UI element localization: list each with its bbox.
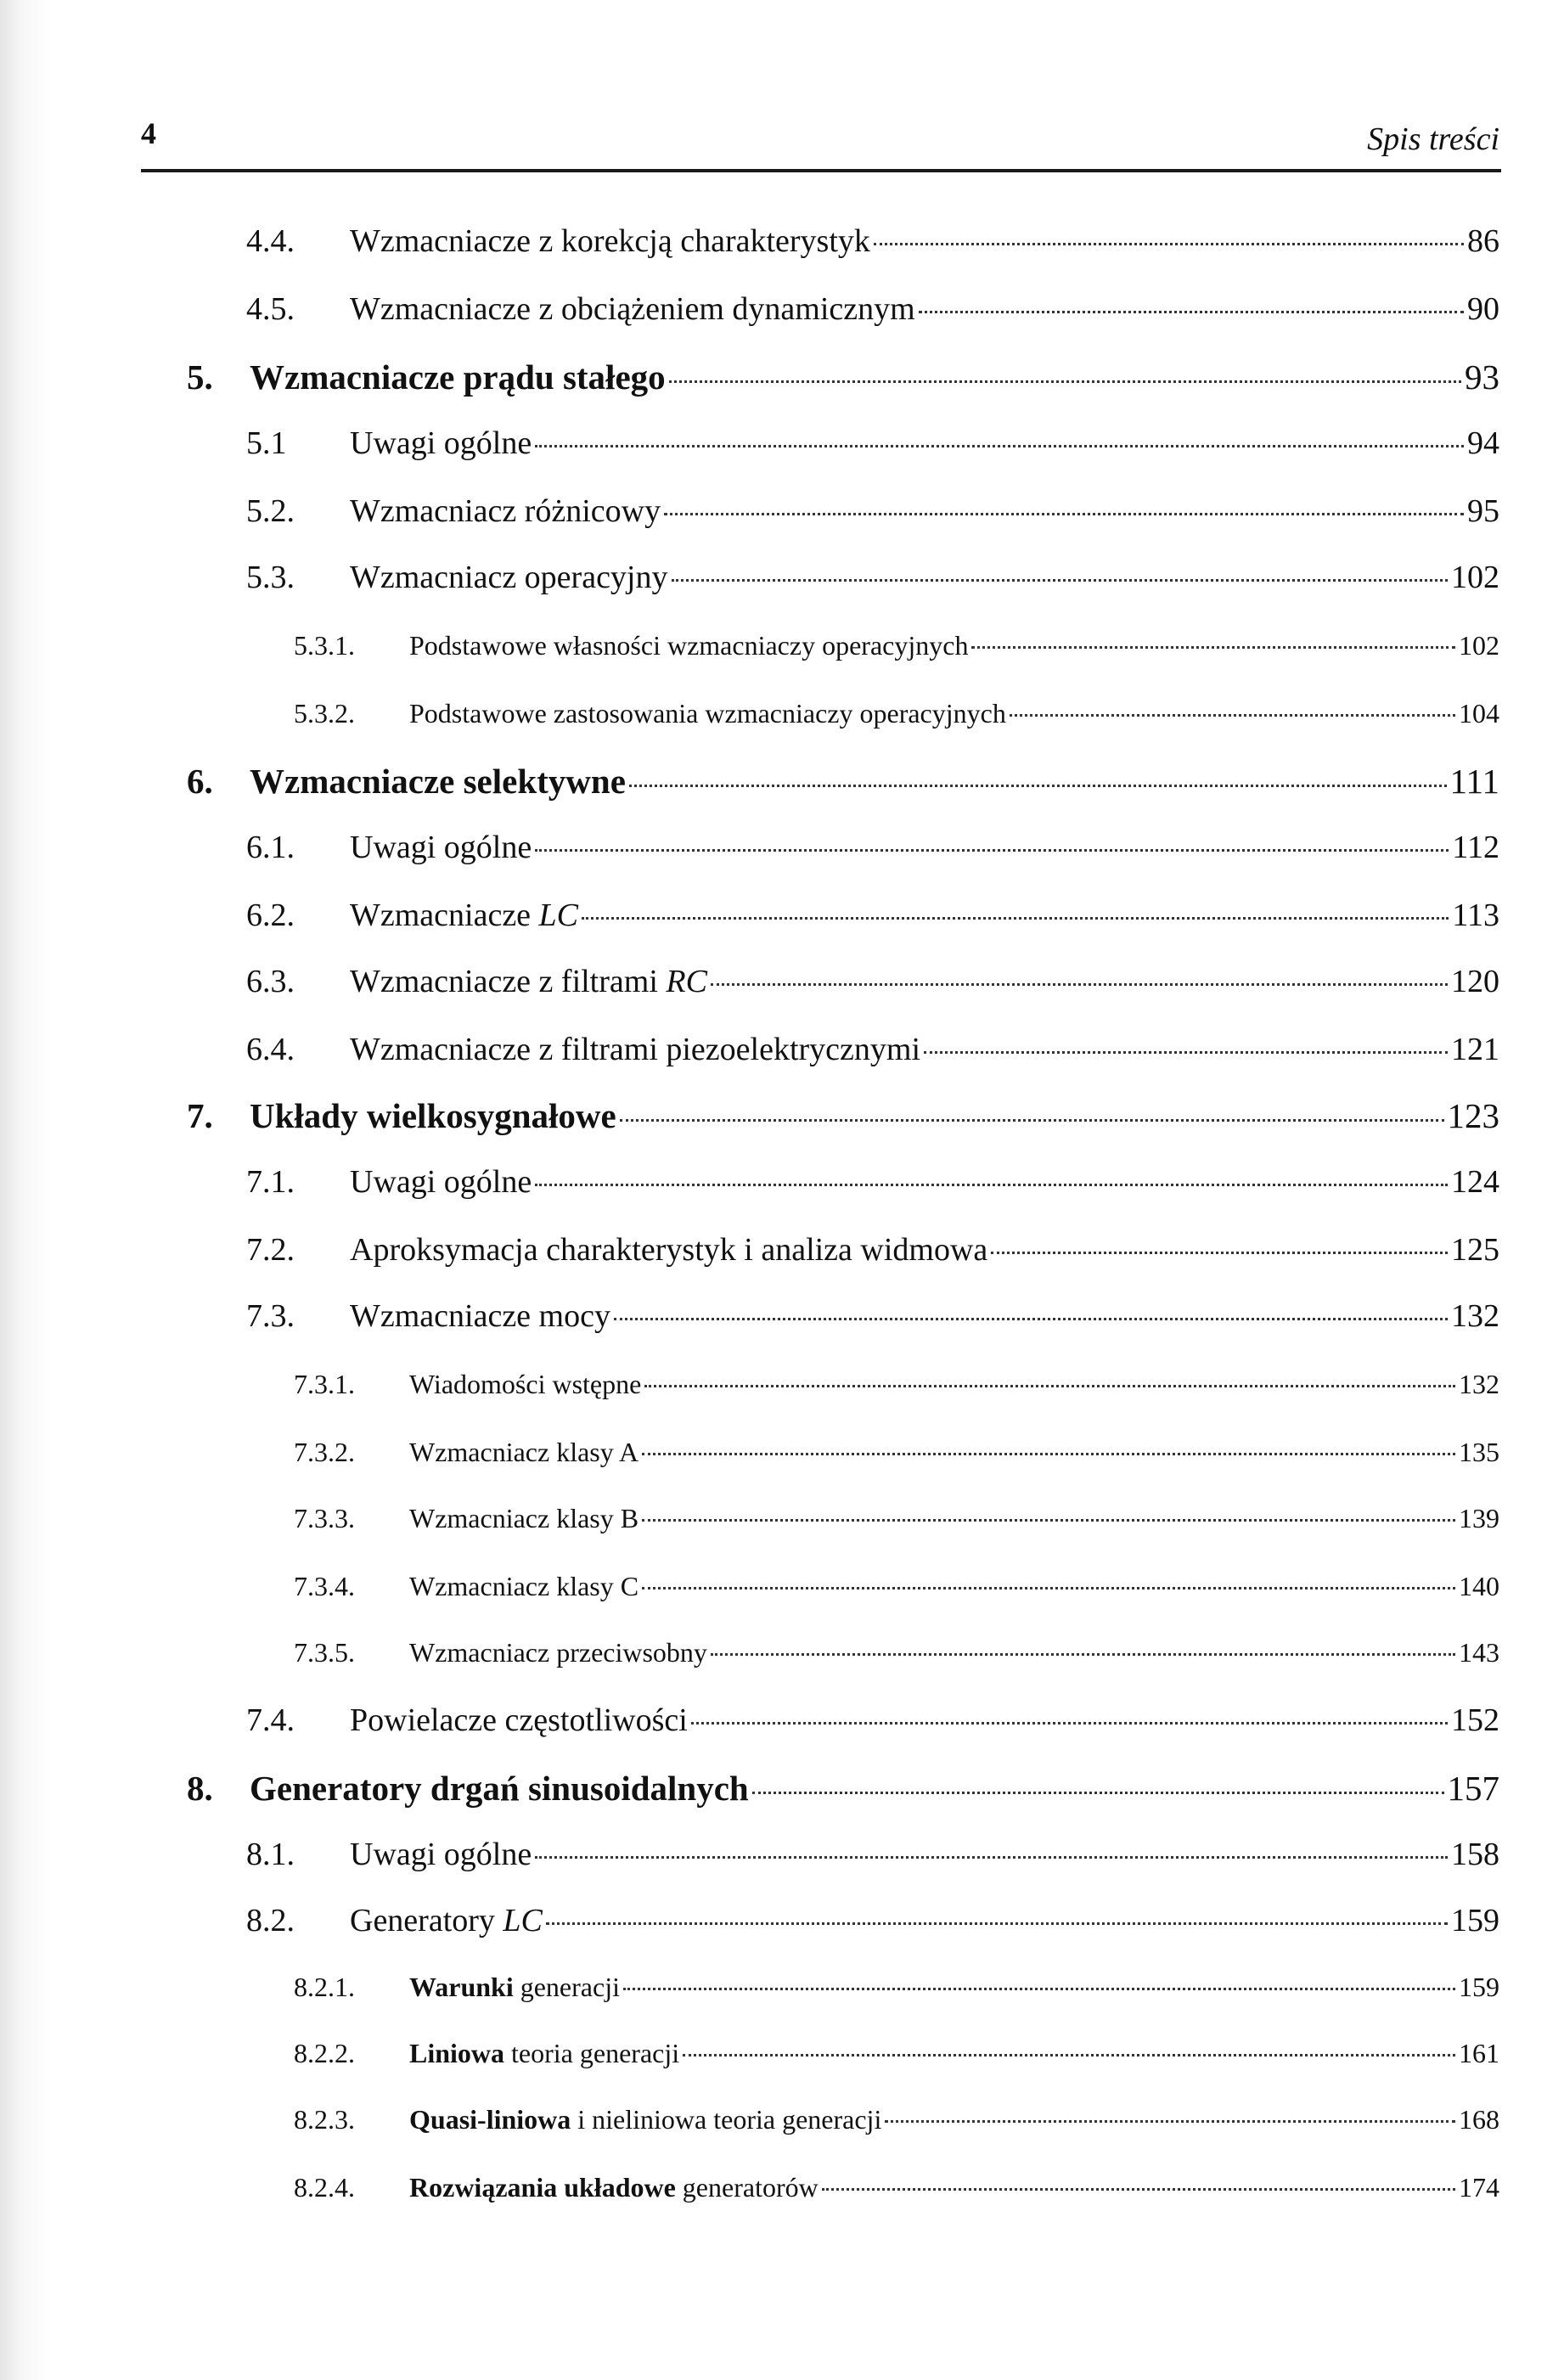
toc-title: Wzmacniacze mocy <box>350 1298 610 1334</box>
toc-title-italic: LC <box>503 1903 543 1938</box>
dot-leader <box>971 646 1455 649</box>
toc-entry-7-3-4 <box>294 1571 1499 1615</box>
toc-title: Quasi-liniowa i nieliniowa teoria generacji <box>409 2104 882 2135</box>
toc-number: 7.3.2. <box>294 1437 355 1467</box>
dot-leader <box>535 1184 1448 1186</box>
toc-number: 5.3.1. <box>294 630 355 661</box>
dot-leader <box>623 1988 1455 1990</box>
dot-leader <box>620 1119 1444 1122</box>
toc-title: Uwagi ogólne <box>350 1837 532 1872</box>
toc-page: 104 <box>1459 698 1499 729</box>
toc-number: 7.3.3. <box>294 1503 355 1533</box>
toc-title: Wzmacniacze selektywne <box>250 762 626 801</box>
dot-leader <box>582 917 1449 920</box>
toc-title: Generatory LC <box>350 1903 543 1938</box>
toc-page: 86 <box>1467 223 1499 259</box>
toc-title: Podstawowe zastosowania wzmacniaczy operacyjnych <box>409 698 1006 729</box>
toc-page: 174 <box>1459 2172 1499 2203</box>
dot-leader <box>885 2120 1455 2123</box>
toc-number: 7.3.1. <box>294 1369 355 1399</box>
toc-entry-8-1 <box>246 1836 1499 1880</box>
toc-page: 132 <box>1459 1369 1499 1399</box>
toc-entry-4-5 <box>246 290 1499 335</box>
dot-leader <box>546 1922 1448 1925</box>
page-number: 4 <box>141 116 156 150</box>
toc-entry-8-2-3 <box>294 2104 1499 2148</box>
toc-entry-8-2-1 <box>294 1972 1499 2016</box>
toc-entry-7-3-5 <box>294 1637 1499 1681</box>
toc-title: Wzmacniacze LC <box>350 897 579 933</box>
toc-page: 168 <box>1459 2104 1499 2135</box>
dot-leader <box>1010 714 1455 717</box>
toc-page: 102 <box>1459 630 1499 661</box>
dot-leader <box>642 1587 1455 1589</box>
dot-leader <box>535 849 1449 852</box>
toc-entry-7-2 <box>246 1231 1499 1275</box>
toc-title: Rozwiązania układowe generatorów <box>409 2172 819 2203</box>
dot-leader <box>683 2054 1455 2056</box>
toc-number: 4.4. <box>246 223 295 259</box>
toc-page: 161 <box>1459 2038 1499 2068</box>
toc-title: Wzmacniacz klasy C <box>409 1571 639 1601</box>
toc-page: 112 <box>1452 830 1499 865</box>
dot-leader <box>614 1318 1448 1320</box>
toc-title: Wzmacniacze z filtrami RC <box>350 964 707 999</box>
toc-title: Uwagi ogólne <box>350 1164 532 1200</box>
toc-page: 95 <box>1467 493 1499 529</box>
dot-leader <box>642 1519 1455 1522</box>
toc-number: 8.1. <box>246 1837 295 1872</box>
toc-entry-8-2 <box>246 1902 1499 1946</box>
toc-page: 158 <box>1451 1837 1499 1872</box>
dot-leader <box>672 579 1449 582</box>
toc-title: Uwagi ogólne <box>350 830 532 865</box>
toc-page: 125 <box>1451 1232 1499 1268</box>
toc-number: 5.1 <box>246 425 287 461</box>
toc-number: 5.2. <box>246 493 295 529</box>
toc-entry-5-3-2 <box>294 698 1499 742</box>
toc-entry-8 <box>187 1768 1499 1812</box>
toc-title: Wzmacniacz różnicowy <box>350 493 661 529</box>
toc-title: Uwagi ogólne <box>350 425 532 461</box>
toc-number: 8. <box>187 1769 213 1808</box>
toc-number: 6.3. <box>246 964 295 999</box>
toc-page: 124 <box>1451 1164 1499 1200</box>
toc-entry-5-3-1 <box>294 630 1499 674</box>
toc-entry-7 <box>187 1095 1499 1139</box>
toc-title-bold: Rozwiązania układowe <box>409 2172 676 2203</box>
toc-page: 143 <box>1459 1637 1499 1668</box>
toc-entry-7-3-2 <box>294 1437 1499 1481</box>
dot-leader <box>644 1385 1455 1387</box>
toc-title: Aproksymacja charakterystyk i analiza widmowa <box>350 1232 988 1268</box>
toc-number: 8.2. <box>246 1903 295 1938</box>
toc-title-bold: Warunki <box>409 1972 514 2002</box>
toc-number: 5.3. <box>246 560 295 595</box>
toc-entry-8-2-2 <box>294 2038 1499 2082</box>
toc-entry-8-2-4 <box>294 2172 1499 2216</box>
toc-number: 7.3.5. <box>294 1637 355 1668</box>
toc-title: Warunki generacji <box>409 1972 620 2002</box>
toc-number: 6.1. <box>246 830 295 865</box>
toc-title: Układy wielkosygnałowe <box>250 1096 616 1135</box>
toc-title: Wzmacniacz operacyjny <box>350 560 668 595</box>
toc-title: Wzmacniacz klasy B <box>409 1503 639 1533</box>
toc-entry-7-3 <box>246 1297 1499 1342</box>
toc-number: 7.3.4. <box>294 1571 355 1601</box>
toc-page: 90 <box>1467 291 1499 327</box>
toc-entry-5-2 <box>246 492 1499 537</box>
toc-page: 111 <box>1449 762 1499 801</box>
toc-number: 7.1. <box>246 1164 295 1200</box>
dot-leader <box>711 1653 1455 1656</box>
toc-number: 7.4. <box>246 1702 295 1738</box>
toc-entry-6-2 <box>246 897 1499 941</box>
toc-entry-6-4 <box>246 1031 1499 1075</box>
toc-page: 93 <box>1465 357 1499 397</box>
toc-page: 135 <box>1459 1437 1499 1467</box>
toc-page: 157 <box>1447 1769 1499 1808</box>
toc-entry-6-3 <box>246 963 1499 1007</box>
toc-number: 6. <box>187 762 213 801</box>
toc-title-bold: Quasi-liniowa <box>409 2104 571 2135</box>
dot-leader <box>642 1453 1455 1455</box>
toc-entry-5-1 <box>246 425 1499 469</box>
toc-title: Liniowa teoria generacji <box>409 2038 680 2068</box>
toc-number: 8.2.4. <box>294 2172 355 2203</box>
dot-leader <box>991 1252 1448 1254</box>
toc-number: 7. <box>187 1096 213 1135</box>
dot-leader <box>535 445 1464 447</box>
toc-title: Podstawowe własności wzmacniaczy operacyjnych <box>409 630 969 661</box>
toc-entry-6 <box>187 761 1499 805</box>
toc-entry-7-3-1 <box>294 1369 1499 1413</box>
toc-title: Powielacze częstotliwości <box>350 1702 688 1738</box>
toc-page: 123 <box>1447 1096 1499 1135</box>
toc-title-bold: Liniowa <box>409 2038 505 2068</box>
dot-leader <box>664 513 1464 515</box>
toc-number: 7.3. <box>246 1298 295 1334</box>
toc-page: 102 <box>1451 560 1499 595</box>
toc-entry-6-1 <box>246 829 1499 873</box>
toc-title: Wzmacniacze z obciążeniem dynamicznym <box>350 291 915 327</box>
toc-entry-7-4 <box>246 1702 1499 1746</box>
toc-title: Wzmacniacz przeciwsobny <box>409 1637 707 1668</box>
toc-entry-7-3-3 <box>294 1503 1499 1547</box>
toc-number: 6.4. <box>246 1032 295 1067</box>
toc-entry-5 <box>187 357 1499 401</box>
toc-page: 132 <box>1451 1298 1499 1334</box>
toc-title: Wzmacniacze z korekcją charakterystyk <box>350 223 870 259</box>
toc-page: 139 <box>1459 1503 1499 1533</box>
dot-leader <box>691 1722 1448 1725</box>
toc-title-italic: LC <box>538 897 579 933</box>
toc-page: 152 <box>1451 1702 1499 1738</box>
toc-title: Wzmacniacze prądu stałego <box>250 357 666 397</box>
toc-title: Wiadomości wstępne <box>409 1369 642 1399</box>
dot-leader <box>874 243 1464 245</box>
toc-number: 7.2. <box>246 1232 295 1268</box>
toc-page: 121 <box>1451 1032 1499 1067</box>
toc-page: 159 <box>1451 1903 1499 1938</box>
toc-title: Wzmacniacz klasy A <box>409 1437 639 1467</box>
toc-page: 159 <box>1459 1972 1499 2002</box>
dot-leader <box>629 785 1447 787</box>
toc-title-italic: RC <box>666 964 707 999</box>
toc-number: 8.2.1. <box>294 1972 355 2002</box>
toc-number: 4.5. <box>246 291 295 327</box>
dot-leader <box>752 1792 1444 1794</box>
dot-leader <box>535 1856 1448 1859</box>
toc-page: 113 <box>1452 897 1499 933</box>
toc-title: Wzmacniacze z filtrami piezoelektrycznymi <box>350 1032 921 1067</box>
toc-page: 140 <box>1459 1571 1499 1601</box>
dot-leader <box>822 2188 1455 2191</box>
toc-title: Generatory drgań sinusoidalnych <box>250 1769 749 1808</box>
dot-leader <box>919 311 1464 313</box>
toc-number: 5.3.2. <box>294 698 355 729</box>
toc-entry-4-4 <box>246 222 1499 267</box>
toc-page: 120 <box>1451 964 1499 999</box>
toc-entry-7-1 <box>246 1163 1499 1207</box>
dot-leader <box>669 380 1461 383</box>
toc-entry-5-3 <box>246 559 1499 603</box>
toc-number: 6.2. <box>246 897 295 933</box>
toc-number: 8.2.3. <box>294 2104 355 2135</box>
toc-number: 5. <box>187 357 213 397</box>
toc-page: 94 <box>1467 425 1499 461</box>
dot-leader <box>711 983 1448 986</box>
running-title: Spis treści <box>1367 121 1499 157</box>
dot-leader <box>924 1051 1448 1054</box>
toc-number: 8.2.2. <box>294 2038 355 2068</box>
